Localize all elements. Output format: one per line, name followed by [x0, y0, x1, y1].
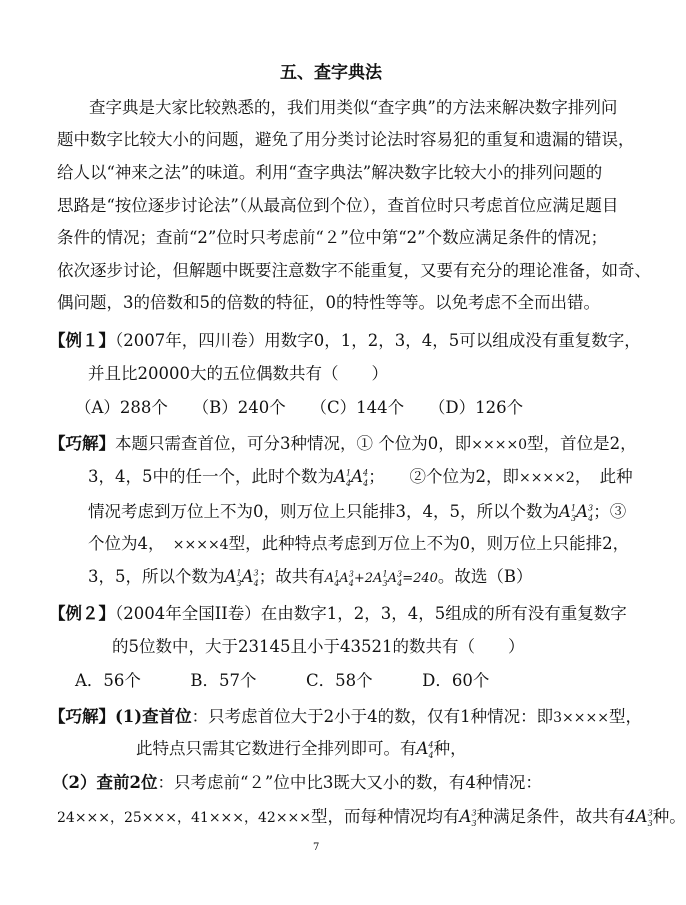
solution-2-label: 【巧解】 — [49, 707, 115, 726]
example-1-options: （A）288个 （B）240个 （C）144个 （D）126个 — [75, 398, 524, 417]
intro-line-3: 给人以“神来之法”的味道。利用“查字典法”解决数字比较大小的排列问题的 — [57, 163, 603, 182]
solution-1-line-1: 【巧解】本题只需查首位，可分3种情况，① 个位为0，即××××0型，首位是2， — [49, 434, 637, 453]
section-title: 五、查字典法 — [280, 63, 382, 83]
intro-line-1: 查字典是大家比较熟悉的，我们用类似“查字典”的方法来解决数字排列问 — [89, 98, 618, 117]
formula-a3: $A^3_3$ — [459, 807, 477, 829]
example-1-label: 【例１】 — [49, 331, 115, 350]
formula-total: $A^1_4A^3_4+2A^1_3A^3_4=240$ — [324, 569, 438, 588]
example-2-options: A．56个 B．57个 C．58个 D．60个 — [75, 671, 490, 690]
intro-line-5: 条件的情况；查前“2”位时只考虑前“２”位中第“2”个数应满足条件的情况； — [57, 228, 608, 247]
example-1-line-2: 并且比20000大的五位偶数共有（ ） — [88, 364, 388, 383]
formula-a1-a4-2: $A^1_3A^3_4$ — [559, 502, 594, 524]
solution-2-line-3: （2）查前2位：只考虑前“２”位中比3既大又小的数，有4种情况： — [52, 773, 542, 792]
intro-line-4: 思路是“按位逐步讨论法”（从最高位到个位），查首位时只考虑首位应满足题目 — [57, 196, 619, 215]
formula-a1-a4-3: $A^1_3A^3_4$ — [224, 567, 259, 589]
solution-2-line-2: 此特点只需其它数进行全排列即可。有$A^4_4$种， — [136, 739, 467, 761]
example-1-line-1: 【例１】（2007年，四川卷）用数字0，1，2，3，4，5可以组成没有重复数字， — [49, 331, 641, 350]
example-2-label: 【例２】 — [49, 604, 115, 623]
intro-line-6: 依次逐步讨论，但解题中既要注意数字不能重复，又要有充分的理论准备，如奇、 — [57, 261, 651, 280]
example-2-line-1: 【例２】（2004年全国II卷）在由数字1，2，3，4，5组成的所有没有重复数字 — [49, 604, 627, 623]
formula-a4: $A^4_4$ — [416, 739, 434, 761]
solution-2-line-1: 【巧解】(1)查首位：只考虑首位大于2小于4的数，仅有1种情况：即3××××型， — [49, 707, 642, 726]
solution-1-label: 【巧解】 — [49, 434, 115, 453]
intro-line-7: 偶问题，3的倍数和5的倍数的特征，0的特性等等。以免考虑不全而出错。 — [57, 293, 600, 312]
solution-1-line-2: 3，4，5中的任一个，此时个数为$A^1_4A^4_4$； ②个位为2，即××××2， 此种 — [88, 467, 633, 489]
formula-a1-a4: $A^1_4A^4_4$ — [334, 467, 369, 489]
page-number: 7 — [313, 842, 320, 853]
solution-2-line-4: 24×××，25×××，41×××，42×××型，而每种情况均有$A^3_3$种满足条件，故共有$4A^3_3$种。 — [57, 807, 686, 829]
solution-1-line-5: 3，5，所以个数为$A^1_3A^3_4$；故共有$A^1_4A^3_4+2A^1_3A^3_4=240$。故选（B） — [88, 567, 533, 589]
solution-1-line-3: 情况考虑到万位上不为0，则万位上只能排3，4，5，所以个数为$A^1_3A^3_4$；③ — [88, 502, 627, 524]
solution-1-line-4: 个位为4， ××××4型，此种特点考虑到万位上不为0，则万位上只能排2， — [88, 534, 630, 553]
intro-line-2: 题中数字比较大小的问题，避免了用分类讨论法时容易犯的重复和遗漏的错误， — [57, 130, 635, 149]
example-2-line-2: 的5位数中，大于23145且小于43521的数共有（ ） — [112, 637, 525, 656]
formula-4a3: $4A^3_3$ — [625, 807, 653, 829]
